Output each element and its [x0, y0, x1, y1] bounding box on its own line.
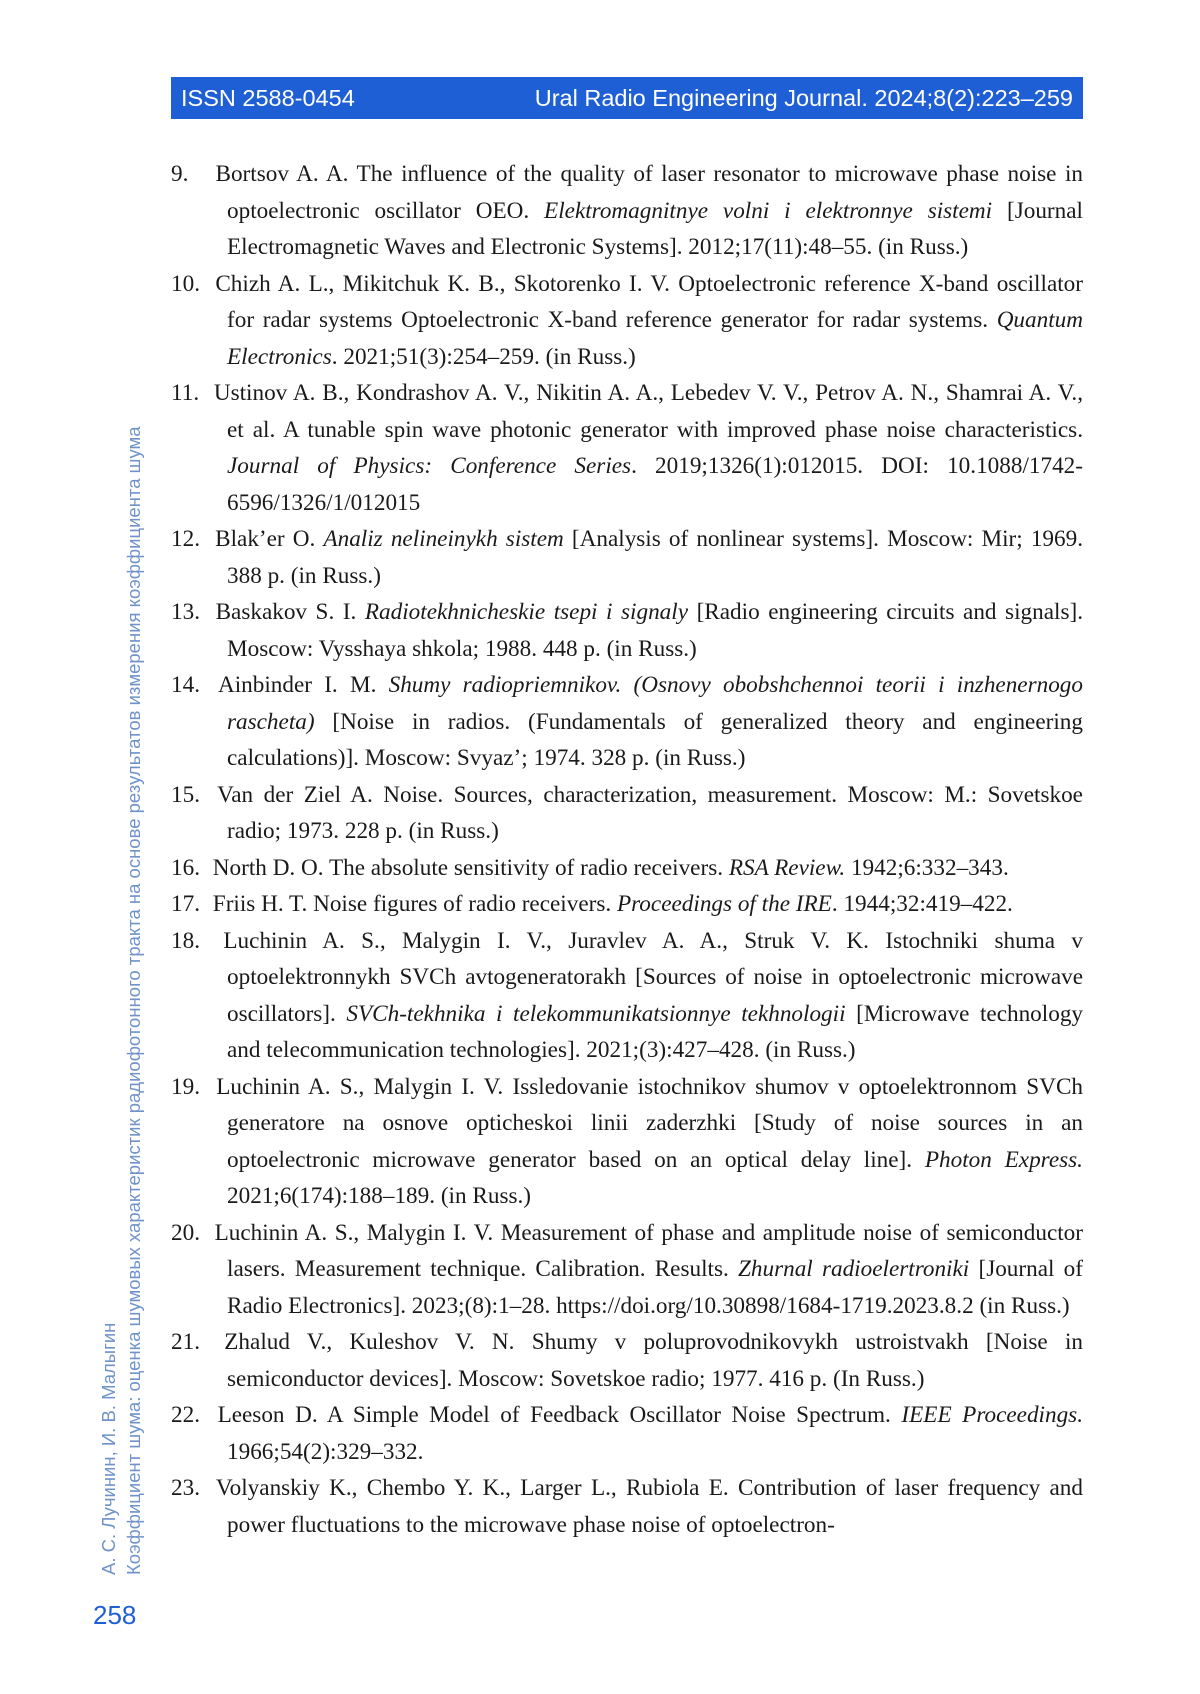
reference-source: Proceedings of the IRE [616, 891, 832, 917]
reference-text: Zhalud V., Kuleshov V. N. Shumy v poluprovodnikovykh ustroistvakh [Noise in semiconductor devices]. Moscow: Sovetskoe radio; 1977. 416 p. (In Russ.) [224, 1329, 1083, 1392]
reference-number: 12. [171, 526, 200, 552]
reference-item [171, 923, 1083, 1069]
reference-item [171, 1069, 1083, 1215]
reference-source: RSA Review. [728, 854, 846, 881]
reference-number: 21. [171, 1329, 200, 1355]
reference-item [171, 594, 1083, 667]
reference-details: . 2019;1326(1):012015. DOI: 10.1088/1742-6596/1326/1/012015 [227, 453, 1083, 516]
reference-item [171, 1470, 1083, 1543]
reference-number: 14. [171, 672, 200, 698]
reference-item [171, 667, 1083, 777]
reference-details: 1942;6:332–343. [845, 854, 1009, 881]
issn-label: ISSN 2588-0454 [181, 84, 355, 111]
reference-item [171, 777, 1083, 850]
reference-item [171, 266, 1083, 376]
reference-details: [Radio engineering circuits and signals]. Moscow: Vysshaya shkola; 1988. 448 p. (in Russ.) [227, 599, 1083, 662]
reference-number: 18. [171, 927, 200, 954]
journal-header-bar [171, 77, 1083, 119]
reference-text: Leeson D. A Simple Model of Feedback Oscillator Noise Spectrum. [217, 1402, 902, 1428]
running-article-title: Коэффициент шума: оценка шумовых характеристик радиофотонного тракта на основе результатов измерения коэффициента шума [123, 426, 144, 1575]
reference-number: 19. [171, 1073, 200, 1100]
reference-source: Analiz nelineinykh sistem [323, 526, 564, 552]
running-authors: А. С. Лучинин, И. В. Малыгин [98, 1322, 119, 1575]
reference-text: North D. O. The absolute sensitivity of radio receivers. [212, 854, 729, 881]
journal-citation: Ural Radio Engineering Journal. 2024;8(2):223–259 [534, 84, 1073, 111]
reference-number: 15. [171, 781, 200, 808]
reference-item [171, 1397, 1083, 1470]
reference-details: [Analysis of nonlinear systems]. Moscow: Mir; 1969. 388 p. (in Russ.) [227, 526, 1084, 589]
reference-text: Volyanskiy K., Chembo Y. K., Larger L., Rubiola E. Contribution of laser frequency and power fluctuations to the microwave phase noise of optoelectron- [215, 1475, 1083, 1538]
reference-source: Quantum Electronics [227, 307, 1083, 370]
reference-item [171, 1215, 1083, 1325]
reference-text: Ainbinder I. M. [217, 672, 389, 698]
reference-details: [Journal of Radio Electronics]. 2023;(8):1–28. https://doi.org/10.30898/1684-1719.2023.8.2 (in Russ.) [227, 1256, 1083, 1319]
page-number: 258 [93, 1600, 137, 1630]
reference-number: 10. [171, 270, 200, 297]
reference-item [171, 886, 1083, 923]
reference-details: . 1944;32:419–422. [831, 891, 1013, 917]
reference-text: Van der Ziel A. Noise. Sources, characterization, measurement. Moscow: M.: Sovetskoe radio; 1973. 228 p. (in Russ.) [217, 781, 1083, 844]
reference-text: Bortsov A. A. The influence of the quality of laser resonator to microwave phase noise in optoelectronic oscillator OEO. [215, 161, 1084, 224]
reference-source: Photon Express. [924, 1146, 1083, 1173]
reference-source: SVCh-tekhnika i telekommunikatsionnye tekhnologii [346, 1000, 846, 1027]
reference-source: IEEE Proceedings. [901, 1402, 1083, 1428]
reference-details: 1966;54(2):329–332. [227, 1438, 424, 1465]
reference-item [171, 521, 1083, 594]
reference-number: 16. [171, 854, 200, 881]
reference-source: Journal of Physics: Conference Series [227, 453, 632, 479]
running-title-vertical [96, 275, 146, 1575]
reference-text: Blak’er O. [215, 526, 324, 552]
reference-details: [Journal Electromagnetic Waves and Electronic Systems]. 2012;17(11):48–55. (in Russ.) [227, 197, 1083, 260]
reference-text: Luchinin A. S., Malygin I. V. Issledovanie istochnikov shumov v optoelektronnom SVCh generatore na osnove opticheskoi linii zaderzhki [Study of noise sources in an optoelectronic microwave generator based on an optical delay line]. [216, 1073, 1084, 1173]
reference-source: Radiotekhnicheskie tsepi i signaly [364, 599, 689, 625]
reference-details: [Noise in radios. (Fundamentals of generalized theory and engineering calculations)]. Moscow: Svyaz’; 1974. 328 p. (in Russ.) [227, 708, 1083, 771]
reference-number: 17. [171, 891, 200, 917]
reference-details: [Microwave technology and telecommunication technologies]. 2021;(3):427–428. (in Russ.) [227, 1000, 1084, 1063]
reference-text: Friis H. T. Noise figures of radio receivers. [212, 891, 617, 917]
reference-details: 2021;6(174):188–189. (in Russ.) [227, 1183, 532, 1209]
reference-item [171, 375, 1083, 521]
reference-text: Luchinin A. S., Malygin I. V. Measurement of phase and amplitude noise of semiconductor lasers. Measurement technique. Calibration. Results. [214, 1219, 1083, 1282]
reference-text: Luchinin A. S., Malygin I. V., Juravlev A. A., Struk V. K. Istochniki shuma v optoelektronnykh SVCh avtogeneratorakh [Sources of noise in optoelectronic microwave oscillators]. [223, 927, 1084, 1027]
reference-item [171, 850, 1083, 887]
reference-number: 11. [171, 380, 200, 406]
reference-details: . 2021;51(3):254–259. (in Russ.) [331, 343, 636, 370]
reference-number: 22. [171, 1402, 200, 1428]
reference-text: Chizh A. L., Mikitchuk K. B., Skotorenko I. V. Optoelectronic reference X-band oscillator for radar systems Optoelectronic X-band reference generator for radar systems. [215, 270, 1083, 333]
reference-item [171, 156, 1083, 266]
reference-text: Baskakov S. I. [215, 599, 365, 625]
reference-number: 9. [171, 161, 189, 187]
reference-source: Shumy radiopriemnikov. (Osnovy obobshchennoi teorii i inzhenernogo rascheta) [227, 672, 1083, 735]
reference-number: 13. [171, 599, 200, 625]
reference-source: Elektromagnitnye volni i elektronnye sistemi [544, 197, 993, 224]
reference-text: Ustinov A. B., Kondrashov A. V., Nikitin A. A., Lebedev V. V., Petrov A. N., Shamrai A. V., et al. A tunable spin wave photonic generator with improved phase noise characteristics. [213, 380, 1083, 443]
reference-item [171, 1324, 1083, 1397]
reference-list [171, 156, 1083, 1543]
reference-number: 23. [171, 1475, 200, 1501]
reference-number: 20. [171, 1219, 200, 1246]
reference-source: Zhurnal radioelertroniki [738, 1256, 970, 1282]
